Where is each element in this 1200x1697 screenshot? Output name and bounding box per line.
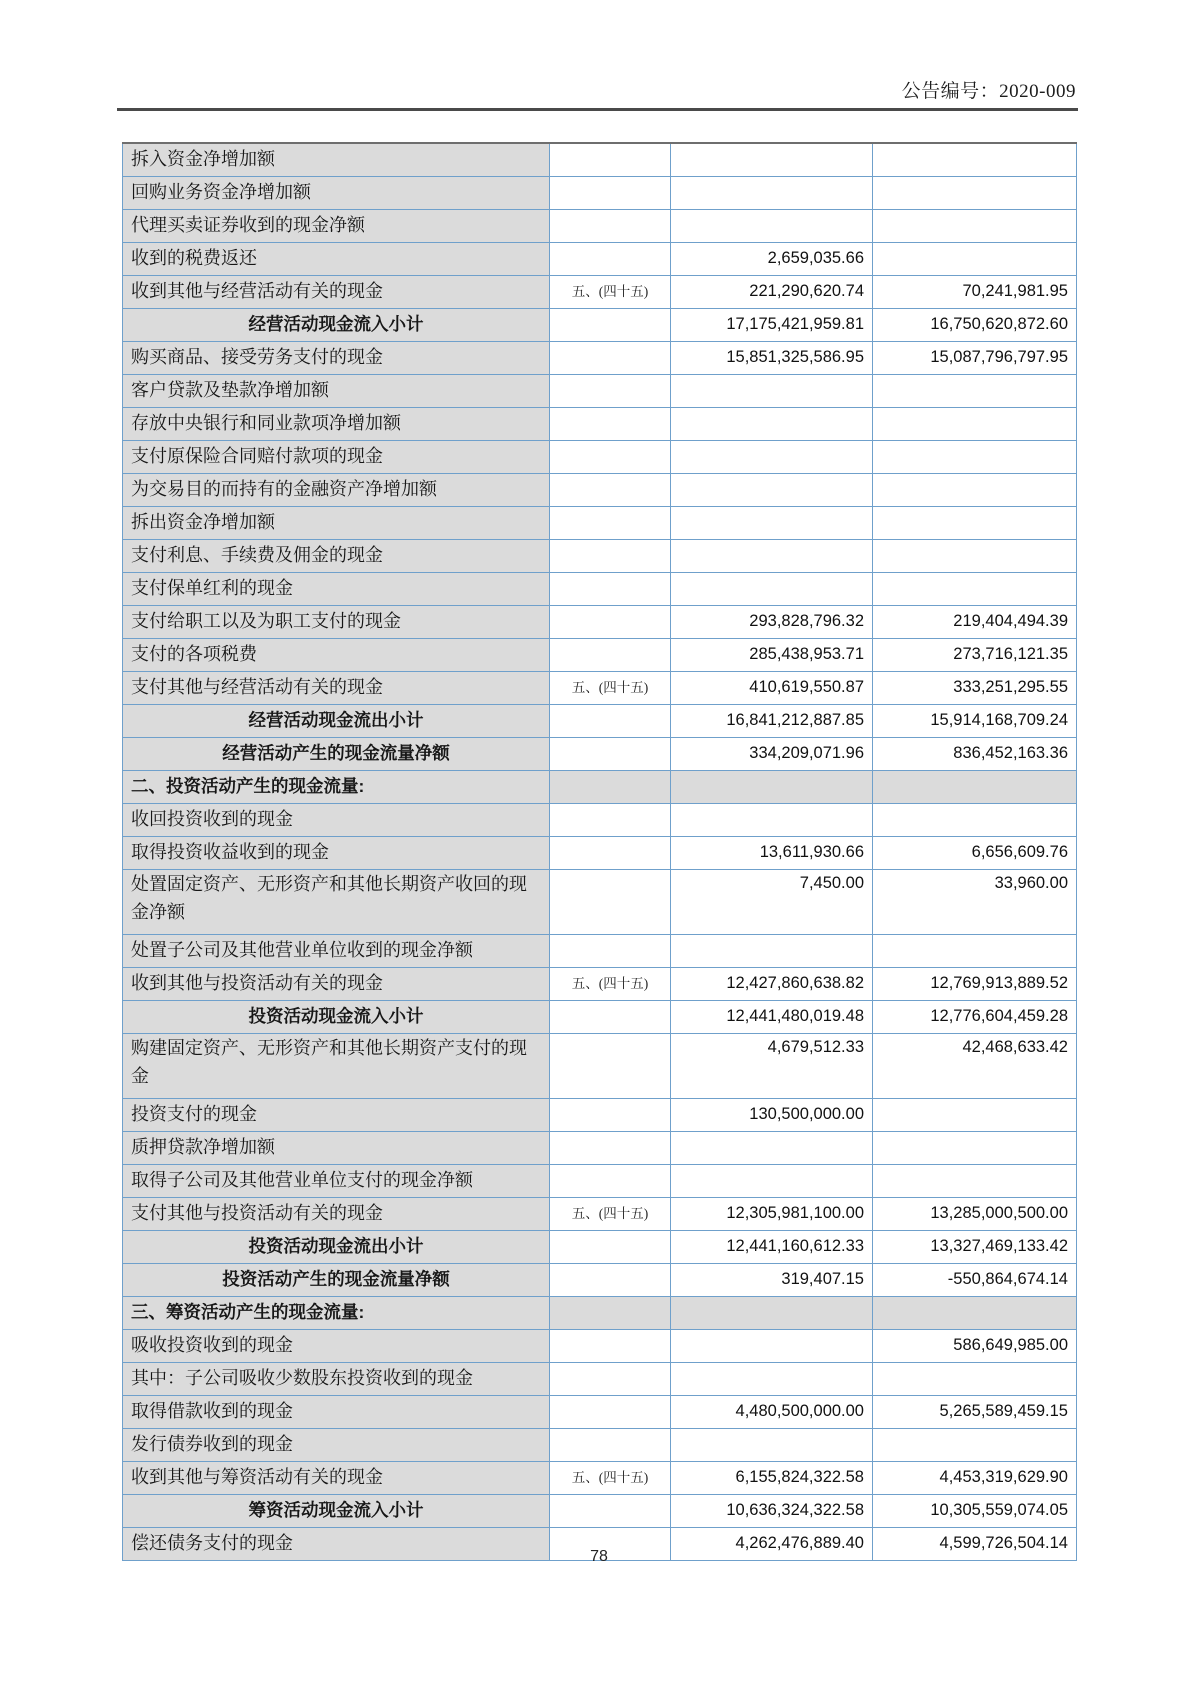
row-note <box>550 837 671 870</box>
table-row <box>123 540 1077 573</box>
row-value-prior <box>873 1297 1077 1330</box>
row-note <box>550 804 671 837</box>
row-value-current <box>671 1297 873 1330</box>
row-value-prior: 273,716,121.35 <box>873 639 1077 672</box>
row-label: 收到的税费返还 <box>123 243 550 276</box>
announcement-number: 公告编号：2020-009 <box>901 81 1076 102</box>
row-value-prior <box>873 1132 1077 1165</box>
cash-flow-table <box>122 142 1077 1561</box>
table-row <box>123 771 1077 804</box>
row-label: 支付给职工以及为职工支付的现金 <box>123 606 550 639</box>
page-number: 78 <box>590 1548 608 1565</box>
row-note <box>550 1099 671 1132</box>
row-note <box>550 342 671 375</box>
row-label: 代理买卖证券收到的现金净额 <box>123 210 550 243</box>
row-value-prior <box>873 1165 1077 1198</box>
row-note <box>550 474 671 507</box>
table-row <box>123 870 1077 935</box>
table-row <box>123 1264 1077 1297</box>
row-value-current: 130,500,000.00 <box>671 1099 873 1132</box>
row-note <box>550 771 671 804</box>
row-label: 收到其他与投资活动有关的现金 <box>123 968 550 1001</box>
row-value-current <box>671 771 873 804</box>
row-value-prior: 6,656,609.76 <box>873 837 1077 870</box>
row-value-prior: -550,864,674.14 <box>873 1264 1077 1297</box>
row-value-current <box>671 375 873 408</box>
table-row <box>123 210 1077 243</box>
row-label: 处置子公司及其他营业单位收到的现金净额 <box>123 935 550 968</box>
row-note <box>550 606 671 639</box>
row-note <box>550 309 671 342</box>
row-value-prior: 13,285,000,500.00 <box>873 1198 1077 1231</box>
row-note <box>550 1165 671 1198</box>
row-value-current: 7,450.00 <box>671 870 873 935</box>
row-value-prior <box>873 573 1077 606</box>
row-label: 购买商品、接受劳务支付的现金 <box>123 342 550 375</box>
table-row <box>123 1330 1077 1363</box>
table-row <box>123 705 1077 738</box>
row-note <box>550 705 671 738</box>
row-label: 经营活动产生的现金流量净额 <box>123 738 550 771</box>
table-row <box>123 309 1077 342</box>
row-value-current <box>671 573 873 606</box>
row-value-current: 16,841,212,887.85 <box>671 705 873 738</box>
row-note <box>550 441 671 474</box>
row-value-current <box>671 1363 873 1396</box>
table-row <box>123 1099 1077 1132</box>
row-value-prior <box>873 177 1077 210</box>
row-note <box>550 1132 671 1165</box>
row-value-current: 13,611,930.66 <box>671 837 873 870</box>
row-label: 收到其他与经营活动有关的现金 <box>123 276 550 309</box>
row-label: 存放中央银行和同业款项净增加额 <box>123 408 550 441</box>
row-value-current <box>671 143 873 177</box>
row-value-prior: 4,453,319,629.90 <box>873 1462 1077 1495</box>
row-value-prior: 15,914,168,709.24 <box>873 705 1077 738</box>
row-value-prior <box>873 441 1077 474</box>
row-note: 五、(四十五) <box>550 968 671 1001</box>
table-row <box>123 342 1077 375</box>
row-value-current: 4,262,476,889.40 <box>671 1528 873 1561</box>
row-label: 支付的各项税费 <box>123 639 550 672</box>
row-label: 筹资活动现金流入小计 <box>123 1495 550 1528</box>
table-row <box>123 1165 1077 1198</box>
row-note <box>550 573 671 606</box>
row-label: 三、筹资活动产生的现金流量: <box>123 1297 550 1330</box>
row-label: 经营活动现金流出小计 <box>123 705 550 738</box>
row-value-prior: 12,769,913,889.52 <box>873 968 1077 1001</box>
row-label: 支付利息、手续费及佣金的现金 <box>123 540 550 573</box>
row-value-current: 6,155,824,322.58 <box>671 1462 873 1495</box>
row-label: 拆出资金净增加额 <box>123 507 550 540</box>
table-row <box>123 177 1077 210</box>
row-value-current: 319,407.15 <box>671 1264 873 1297</box>
row-value-prior <box>873 1363 1077 1396</box>
row-value-current <box>671 1132 873 1165</box>
row-value-prior <box>873 210 1077 243</box>
row-value-prior <box>873 1099 1077 1132</box>
row-label: 客户贷款及垫款净增加额 <box>123 375 550 408</box>
row-value-prior: 15,087,796,797.95 <box>873 342 1077 375</box>
row-note <box>550 408 671 441</box>
row-value-prior: 12,776,604,459.28 <box>873 1001 1077 1034</box>
row-label: 投资活动现金流入小计 <box>123 1001 550 1034</box>
row-value-prior: 219,404,494.39 <box>873 606 1077 639</box>
row-value-prior <box>873 540 1077 573</box>
row-note <box>550 177 671 210</box>
table-row <box>123 408 1077 441</box>
row-value-prior: 13,327,469,133.42 <box>873 1231 1077 1264</box>
table-row <box>123 474 1077 507</box>
table-row <box>123 573 1077 606</box>
row-value-prior: 33,960.00 <box>873 870 1077 935</box>
row-note: 五、(四十五) <box>550 1462 671 1495</box>
row-value-prior <box>873 143 1077 177</box>
table-row <box>123 837 1077 870</box>
row-note: 五、(四十五) <box>550 276 671 309</box>
row-note <box>550 375 671 408</box>
table-row <box>123 1034 1077 1099</box>
row-label: 支付原保险合同赔付款项的现金 <box>123 441 550 474</box>
row-note <box>550 1330 671 1363</box>
table-row <box>123 804 1077 837</box>
table-row <box>123 935 1077 968</box>
row-value-current: 221,290,620.74 <box>671 276 873 309</box>
header-divider <box>117 108 1078 111</box>
row-note <box>550 210 671 243</box>
row-value-prior <box>873 804 1077 837</box>
row-value-prior: 586,649,985.00 <box>873 1330 1077 1363</box>
row-label: 支付其他与投资活动有关的现金 <box>123 1198 550 1231</box>
row-label: 回购业务资金净增加额 <box>123 177 550 210</box>
row-note <box>550 1396 671 1429</box>
row-label: 取得投资收益收到的现金 <box>123 837 550 870</box>
row-value-current: 4,480,500,000.00 <box>671 1396 873 1429</box>
row-value-current: 12,427,860,638.82 <box>671 968 873 1001</box>
row-value-current <box>671 540 873 573</box>
table-row <box>123 1396 1077 1429</box>
row-value-current: 334,209,071.96 <box>671 738 873 771</box>
row-value-prior: 42,468,633.42 <box>873 1034 1077 1099</box>
row-label: 偿还债务支付的现金 <box>123 1528 550 1561</box>
row-value-current <box>671 507 873 540</box>
row-note <box>550 507 671 540</box>
row-label: 经营活动现金流入小计 <box>123 309 550 342</box>
row-note <box>550 1034 671 1099</box>
row-note <box>550 870 671 935</box>
row-note: 五、(四十五) <box>550 1198 671 1231</box>
table-row <box>123 143 1077 177</box>
table-row <box>123 1132 1077 1165</box>
row-label: 其中：子公司吸收少数股东投资收到的现金 <box>123 1363 550 1396</box>
row-note <box>550 1297 671 1330</box>
row-value-prior: 4,599,726,504.14 <box>873 1528 1077 1561</box>
table-row <box>123 1495 1077 1528</box>
row-note <box>550 1495 671 1528</box>
row-label: 为交易目的而持有的金融资产净增加额 <box>123 474 550 507</box>
row-label: 吸收投资收到的现金 <box>123 1330 550 1363</box>
row-value-prior: 70,241,981.95 <box>873 276 1077 309</box>
row-value-current <box>671 1330 873 1363</box>
row-label: 支付保单红利的现金 <box>123 573 550 606</box>
row-label: 处置固定资产、无形资产和其他长期资产收回的现金净额 <box>123 870 550 935</box>
row-note <box>550 1363 671 1396</box>
table-row <box>123 1198 1077 1231</box>
row-value-prior <box>873 474 1077 507</box>
table-row <box>123 1231 1077 1264</box>
row-label: 支付其他与经营活动有关的现金 <box>123 672 550 705</box>
row-value-prior <box>873 408 1077 441</box>
table-row <box>123 968 1077 1001</box>
row-label: 取得子公司及其他营业单位支付的现金净额 <box>123 1165 550 1198</box>
row-note <box>550 540 671 573</box>
table-row <box>123 738 1077 771</box>
row-label: 投资活动产生的现金流量净额 <box>123 1264 550 1297</box>
row-note <box>550 1429 671 1462</box>
row-value-prior <box>873 375 1077 408</box>
row-value-current <box>671 210 873 243</box>
table-row <box>123 243 1077 276</box>
row-note <box>550 1231 671 1264</box>
row-label: 二、投资活动产生的现金流量: <box>123 771 550 804</box>
row-note <box>550 143 671 177</box>
table-row <box>123 1001 1077 1034</box>
table-row <box>123 672 1077 705</box>
row-value-current <box>671 408 873 441</box>
row-value-prior: 16,750,620,872.60 <box>873 309 1077 342</box>
row-value-current: 4,679,512.33 <box>671 1034 873 1099</box>
row-label: 收回投资收到的现金 <box>123 804 550 837</box>
row-value-current <box>671 474 873 507</box>
row-note <box>550 1001 671 1034</box>
row-value-current: 293,828,796.32 <box>671 606 873 639</box>
table-row <box>123 1429 1077 1462</box>
row-value-prior: 836,452,163.36 <box>873 738 1077 771</box>
row-value-prior: 5,265,589,459.15 <box>873 1396 1077 1429</box>
row-value-prior: 10,305,559,074.05 <box>873 1495 1077 1528</box>
row-value-prior <box>873 1429 1077 1462</box>
row-value-prior <box>873 771 1077 804</box>
row-label: 投资支付的现金 <box>123 1099 550 1132</box>
table-row <box>123 606 1077 639</box>
row-note <box>550 1264 671 1297</box>
table-row <box>123 1363 1077 1396</box>
row-note <box>550 639 671 672</box>
table-row <box>123 1462 1077 1495</box>
row-value-current: 12,305,981,100.00 <box>671 1198 873 1231</box>
table-row <box>123 507 1077 540</box>
row-value-current <box>671 441 873 474</box>
row-value-current: 15,851,325,586.95 <box>671 342 873 375</box>
row-label: 取得借款收到的现金 <box>123 1396 550 1429</box>
row-label: 质押贷款净增加额 <box>123 1132 550 1165</box>
table-row <box>123 1297 1077 1330</box>
row-value-current: 285,438,953.71 <box>671 639 873 672</box>
row-value-current: 10,636,324,322.58 <box>671 1495 873 1528</box>
row-value-prior <box>873 507 1077 540</box>
row-value-current: 12,441,480,019.48 <box>671 1001 873 1034</box>
row-label: 投资活动现金流出小计 <box>123 1231 550 1264</box>
row-note: 五、(四十五) <box>550 672 671 705</box>
row-value-prior <box>873 935 1077 968</box>
row-value-current <box>671 1429 873 1462</box>
row-note <box>550 243 671 276</box>
table-row <box>123 276 1077 309</box>
table-row <box>123 375 1077 408</box>
row-label: 拆入资金净增加额 <box>123 143 550 177</box>
table-row <box>123 441 1077 474</box>
row-value-current: 2,659,035.66 <box>671 243 873 276</box>
row-value-current: 17,175,421,959.81 <box>671 309 873 342</box>
row-value-current: 12,441,160,612.33 <box>671 1231 873 1264</box>
row-value-current <box>671 1165 873 1198</box>
row-value-current: 410,619,550.87 <box>671 672 873 705</box>
row-note <box>550 738 671 771</box>
row-value-current <box>671 935 873 968</box>
row-label: 购建固定资产、无形资产和其他长期资产支付的现金 <box>123 1034 550 1099</box>
row-label: 发行债券收到的现金 <box>123 1429 550 1462</box>
row-note <box>550 935 671 968</box>
row-value-current <box>671 804 873 837</box>
row-value-prior: 333,251,295.55 <box>873 672 1077 705</box>
row-value-current <box>671 177 873 210</box>
table-row <box>123 639 1077 672</box>
row-value-prior <box>873 243 1077 276</box>
row-label: 收到其他与筹资活动有关的现金 <box>123 1462 550 1495</box>
